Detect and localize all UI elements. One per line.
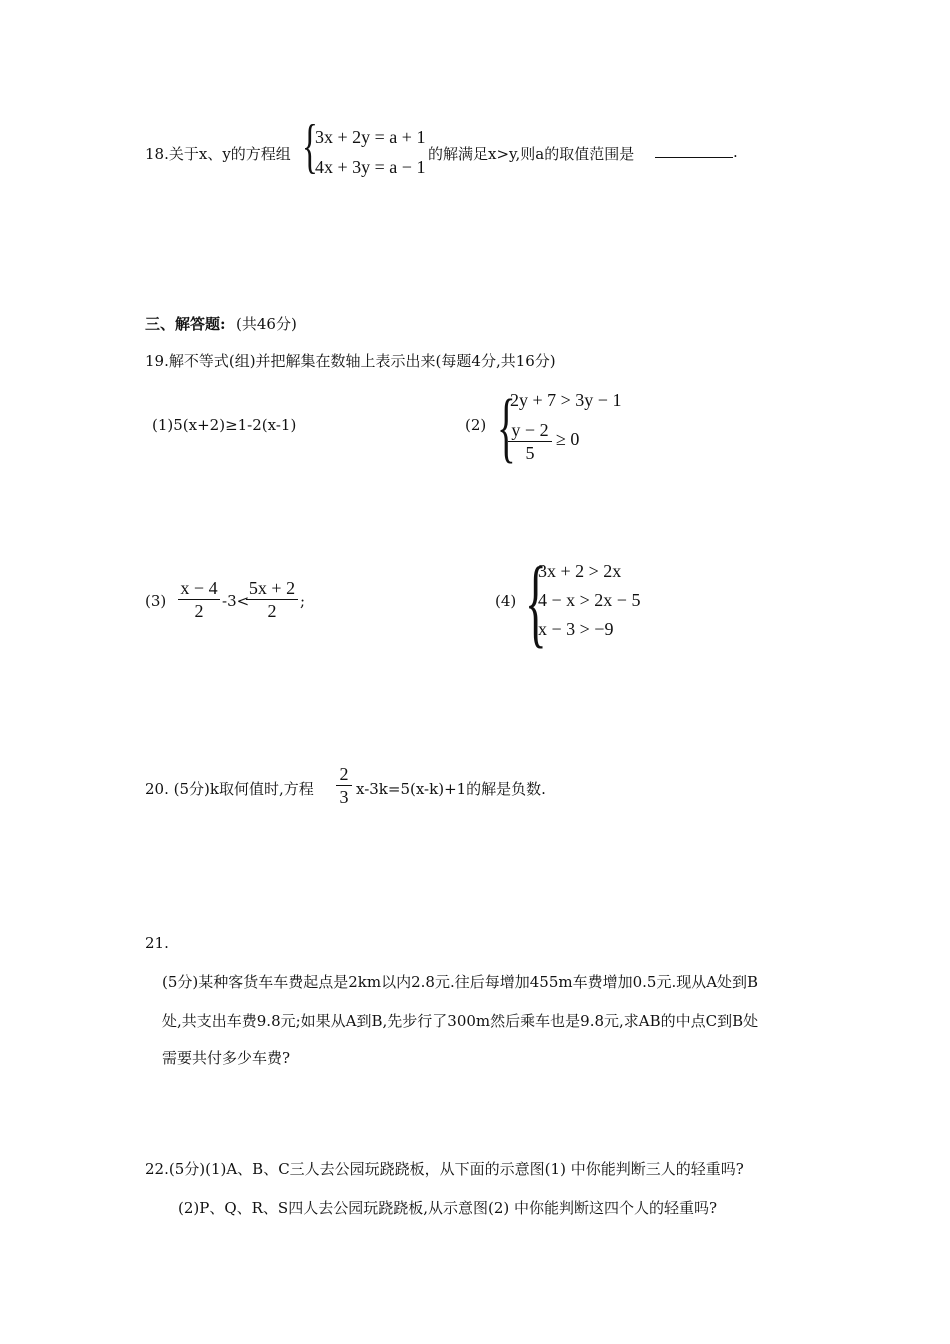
q19-part-3-fraction-1 [178,578,220,621]
q18-end: . [733,143,738,161]
q20-suffix: x-3k=5(x-k)+1的解是负数. [356,780,546,798]
q20-prefix: 20. (5分)k取何值时,方程 [145,780,314,798]
q22-line-1: 22.(5分)(1)A、B、C三人去公园玩跷跷板，从下面的示意图(1) 中你能判断三人的轻重吗? [145,1160,744,1178]
q19-part-1: (1)5(x+2)≥1-2(x-1) [152,416,297,434]
section-title: 三、解答题: [145,315,226,333]
fraction-denominator: 5 [525,443,535,463]
q19-part-3-end: ; [300,592,306,610]
q19-part-4-label: (4) [495,592,517,610]
fraction-numerator: 2 [339,764,349,784]
fraction-numerator: y − 2 [511,420,549,440]
q19-stem: 19.解不等式(组)并把解集在数轴上表示出来(每题4分,共16分) [145,352,556,370]
q19-part-2-relation: ≥ 0 [556,429,580,449]
q19-part-3-fraction-2 [246,578,298,621]
q18-prefix: 18.关于x、y的方程组 [145,145,291,163]
q19-part-4-equation-2: 4 − x > 2x − 5 [538,590,641,610]
q20-fraction [336,764,352,807]
q18-equation-1: 3x + 2y = a + 1 [315,127,426,147]
q21-number: 21. [145,934,169,952]
fraction-denominator: 3 [339,787,349,807]
q18-suffix: 的解满足x>y,则a的取值范围是 [428,145,635,163]
q21-line-1: (5分)某种客货车车费起点是2km以内2.8元.往后每增加455m车费增加0.5元.现从A处到B [162,973,759,991]
q22-line-2: (2)P、Q、R、S四人去公园玩跷跷板,从示意图(2) 中你能判断这四个人的轻重吗? [178,1199,718,1217]
q19-part-3-label: (3) [145,592,167,610]
system-brace: { [525,546,547,657]
fraction-numerator: 5x + 2 [248,578,296,598]
q19-part-3-middle: -3< [222,592,250,610]
fraction-numerator: x − 4 [180,578,218,598]
q19-part-2-fraction [508,420,552,463]
q18-equation-2: 4x + 3y = a − 1 [315,157,426,177]
answer-blank [655,143,733,162]
q19-part-2-equation-1: 2y + 7 > 3y − 1 [510,390,622,410]
q19-part-2-label: (2) [465,416,487,434]
system-brace: { [497,383,516,470]
q21-line-3: 需要共付多少车费? [162,1049,291,1067]
fraction-denominator: 2 [267,601,277,621]
section-points: (共46分) [236,315,297,333]
q19-part-4-equation-3: x − 3 > −9 [538,619,614,639]
q19-part-4-equation-1: 3x + 2 > 2x [538,561,622,581]
fraction-denominator: 2 [194,601,204,621]
q21-line-2: 处,共支出车费9.8元;如果从A到B,先步行了300m然后乘车也是9.8元,求AB的中点C到B处 [162,1012,759,1030]
system-brace: { [302,113,318,179]
